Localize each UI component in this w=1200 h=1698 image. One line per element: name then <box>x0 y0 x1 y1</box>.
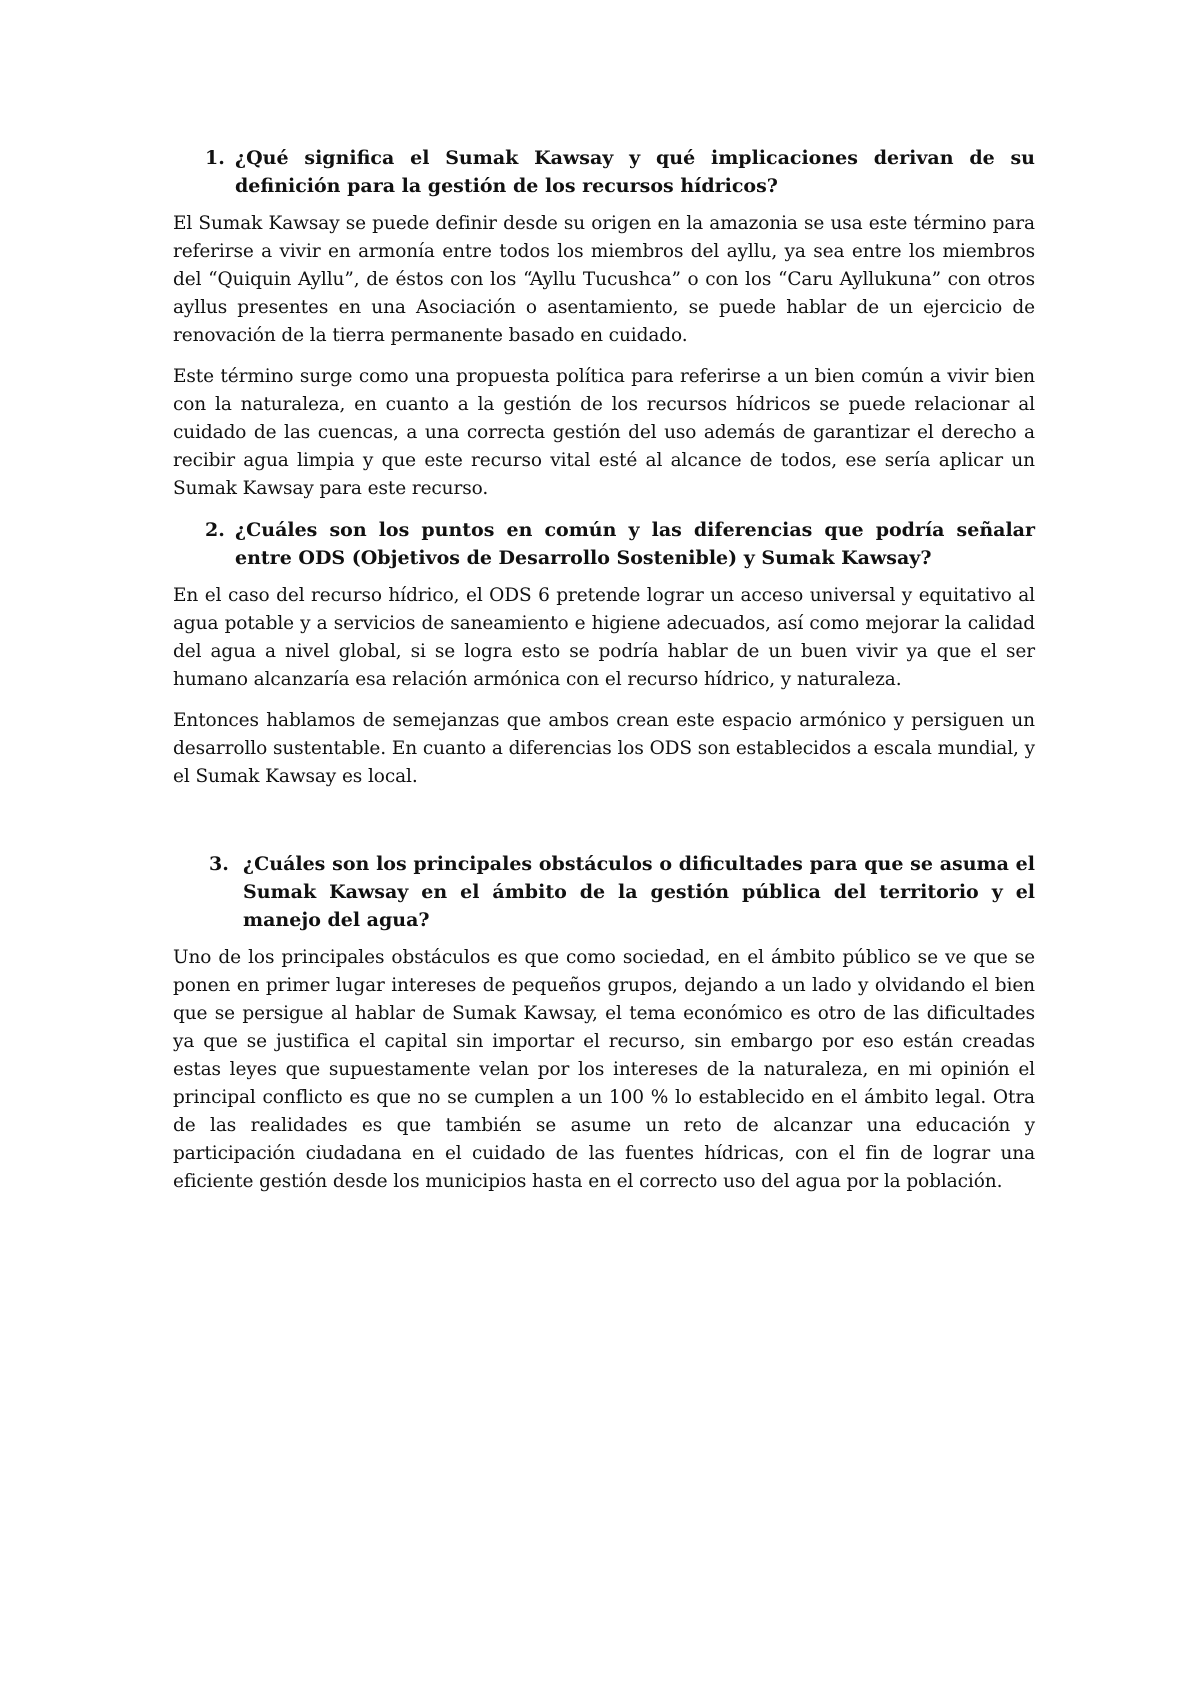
section-spacer <box>173 804 1035 850</box>
answer-2-paragraph-1: En el caso del recurso hídrico, el ODS 6 pretende lograr un acceso universal y equitativo al agua potable y a servicios de saneamiento e higiene adecuados, así como mejorar la calidad del agua a nivel global, si se logra esto se podría hablar de un buen vivir ya que el ser humano alcanzaría esa relación armónica con el recurso hídrico, y naturaleza. <box>173 585 1035 690</box>
answer-1-paragraph-2: Este término surge como una propuesta política para referirse a un bien común a vivir bien con la naturaleza, en cuanto a la gestión de los recursos hídricos se puede relacionar al cuidado de las cuencas, a una correcta gestión del uso además de garantizar el derecho a recibir agua limpia y que este recurso vital esté al alcance de todos, ese sería aplicar un Sumak Kawsay para este recurso. <box>173 366 1035 499</box>
question-2-number: 2. <box>205 519 225 541</box>
question-3-text: ¿Cuáles son los principales obstáculos o dificultades para que se asuma el Sumak Kawsay en el ámbito de la gestión pública del territorio y el manejo del agua? <box>243 853 1035 931</box>
document-body <box>173 144 1035 1209</box>
question-2-text: ¿Cuáles son los puntos en común y las diferencias que podría señalar entre ODS (Objetivos de Desarrollo Sostenible) y Sumak Kawsay? <box>235 519 1035 569</box>
question-1-number: 1. <box>205 147 225 169</box>
question-2-heading <box>173 516 1035 572</box>
question-1-heading <box>173 144 1035 200</box>
answer-3-paragraph-1: Uno de los principales obstáculos es que como sociedad, en el ámbito público se ve que se ponen en primer lugar intereses de pequeños grupos, dejando a un lado y olvidando el bien que se persigue al hablar de Sumak Kawsay, el tema económico es otro de las dificultades ya que se justifica el capital sin importar el recurso, sin embargo por eso están creadas estas leyes que supuestamente velan por los intereses de la naturaleza, en mi opinión el principal conflicto es que no se cumplen a un 100 % lo establecido en el ámbito legal. Otra de las realidades es que también se asume un reto de alcanzar una educación y participación ciudadana en el cuidado de las fuentes hídricas, con el fin de lograr una eficiente gestión desde los municipios hasta en el correcto uso del agua por la población. <box>173 947 1035 1192</box>
question-3-heading <box>173 850 1035 934</box>
answer-1-paragraph-1: El Sumak Kawsay se puede definir desde su origen en la amazonia se usa este término para referirse a vivir en armonía entre todos los miembros del ayllu, ya sea entre los miembros del “Quiquin Ayllu”, de éstos con los “Ayllu Tucushca” o con los “Caru Ayllukuna” con otros ayllus presentes en una Asociación o asentamiento, se puede hablar de un ejercicio de renovación de la tierra permanente basado en cuidado. <box>173 213 1035 346</box>
question-3-number: 3. <box>209 853 229 875</box>
question-1-text: ¿Qué significa el Sumak Kawsay y qué implicaciones derivan de su definición para la gestión de los recursos hídricos? <box>235 147 1035 197</box>
answer-2-paragraph-2: Entonces hablamos de semejanzas que ambos crean este espacio armónico y persiguen un desarrollo sustentable. En cuanto a diferencias los ODS son establecidos a escala mundial, y el Sumak Kawsay es local. <box>173 710 1035 787</box>
